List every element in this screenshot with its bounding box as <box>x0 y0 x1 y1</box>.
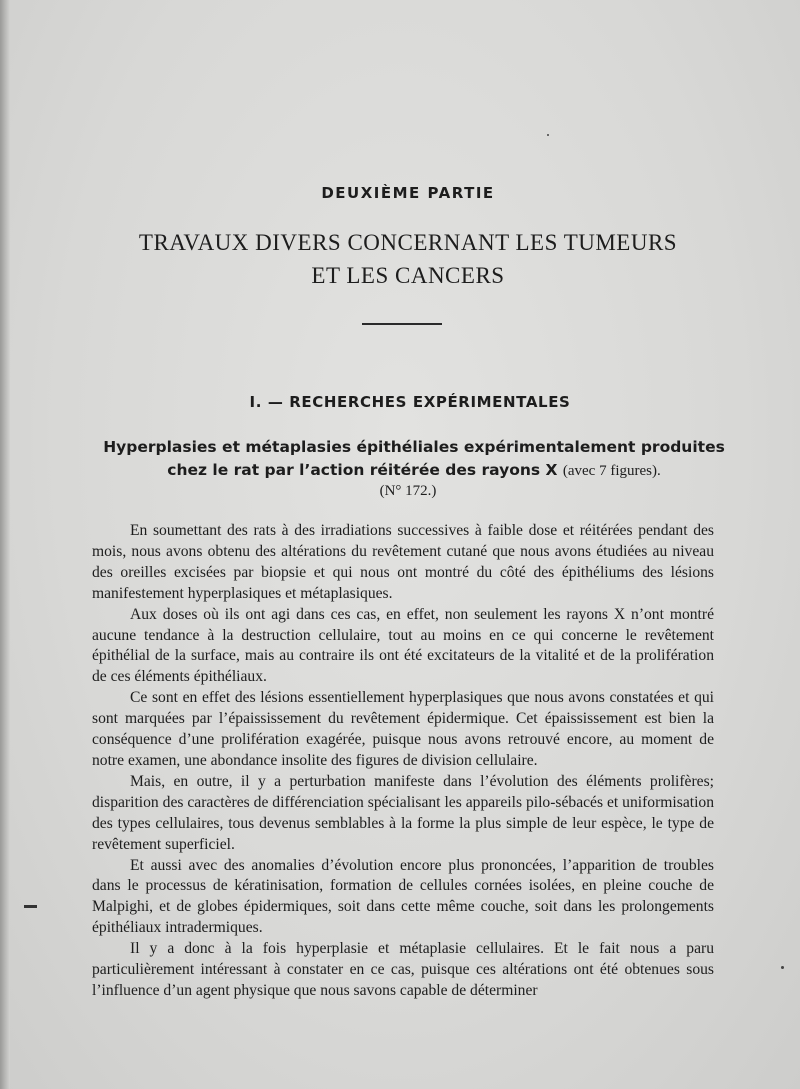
margin-mark <box>24 905 37 908</box>
article-title <box>94 436 734 483</box>
paragraph: Aux doses où ils ont agi dans ces cas, en effet, non seulement les rayons X n’ont montré aucune tendance à la destruction cellulaire, tout au moins en ce qui concerne le revêtement épithélial de la surface, mais au contraire ils ont été excitateurs de la vitalité et de la prolifération de ces éléments épithéliaux. <box>92 605 714 686</box>
title-divider <box>362 323 442 325</box>
paragraph: Et aussi avec des anomalies d’évolution encore plus prononcées, l’apparition de troubles dans le processus de kératinisation, formation de cellules cornées isolées, en pleine couche de Malpighi, et de globes épidermiques, soit dans cette même couche, soit dans les prolongements épithéliaux intradermiques. <box>92 856 714 937</box>
paragraph: Mais, en outre, il y a perturbation manifeste dans l’évolution des éléments prolifères; disparition des caractères de différenciation spécialisant les appareils pilo-sébacés et uniformisation des types cellulaires, tous devenus semblables à la forme la plus simple de leur espèce, le type de revêtement superficiel. <box>92 772 714 853</box>
article-title-text: Hyperplasies et métaplasies épithéliales expérimentalement produites chez le rat par l’action réitérée des rayons X <box>103 438 725 479</box>
paragraph: En soumettant des rats à des irradiations successives à faible dose et réitérées pendant des mois, nous avons obtenu des altérations du revêtement cutané que nous avons étudiées au niveau des oreilles excisées par biopsie et qui nous ont montré du côté des épithéliums des lésions manifestement hyperplasiques et métaplasiques. <box>92 522 714 602</box>
speck <box>781 966 784 969</box>
speck <box>547 134 549 136</box>
main-title-line-1: TRAVAUX DIVERS CONCERNANT LES TUMEURS <box>138 230 678 255</box>
main-title <box>8 226 800 292</box>
article-number: (N° 172.) <box>379 483 437 499</box>
main-title-line-2: ET LES CANCERS <box>311 263 505 288</box>
section-heading: I. — RECHERCHES EXPÉRIMENTALES <box>249 393 571 411</box>
page-edge-shadow <box>0 0 10 1089</box>
paragraph: Il y a donc à la fois hyperplasie et métaplasie cellulaires. Et le fait nous a paru particulièrement intéressant à constater en ce cas, puisque ces altérations ont été obtenues sous l’influence d’un agent physique que nous savons capable de déterminer <box>92 940 714 999</box>
article-figure-note: (avec 7 figures). <box>562 463 661 479</box>
part-label: DEUXIÈME PARTIE <box>321 184 495 202</box>
paragraph: Ce sont en effet des lésions essentiellement hyperplasiques que nous avons constatées et qui sont marquées par l’épaississement du revêtement épidermique. Cet épaississement est bien la conséquence d’une prolifération exagérée, puisque nous avons retrouvé encore, au moment de notre examen, une abondance insolite des figures de division cellulaire. <box>92 689 714 769</box>
body-text <box>92 521 714 1002</box>
